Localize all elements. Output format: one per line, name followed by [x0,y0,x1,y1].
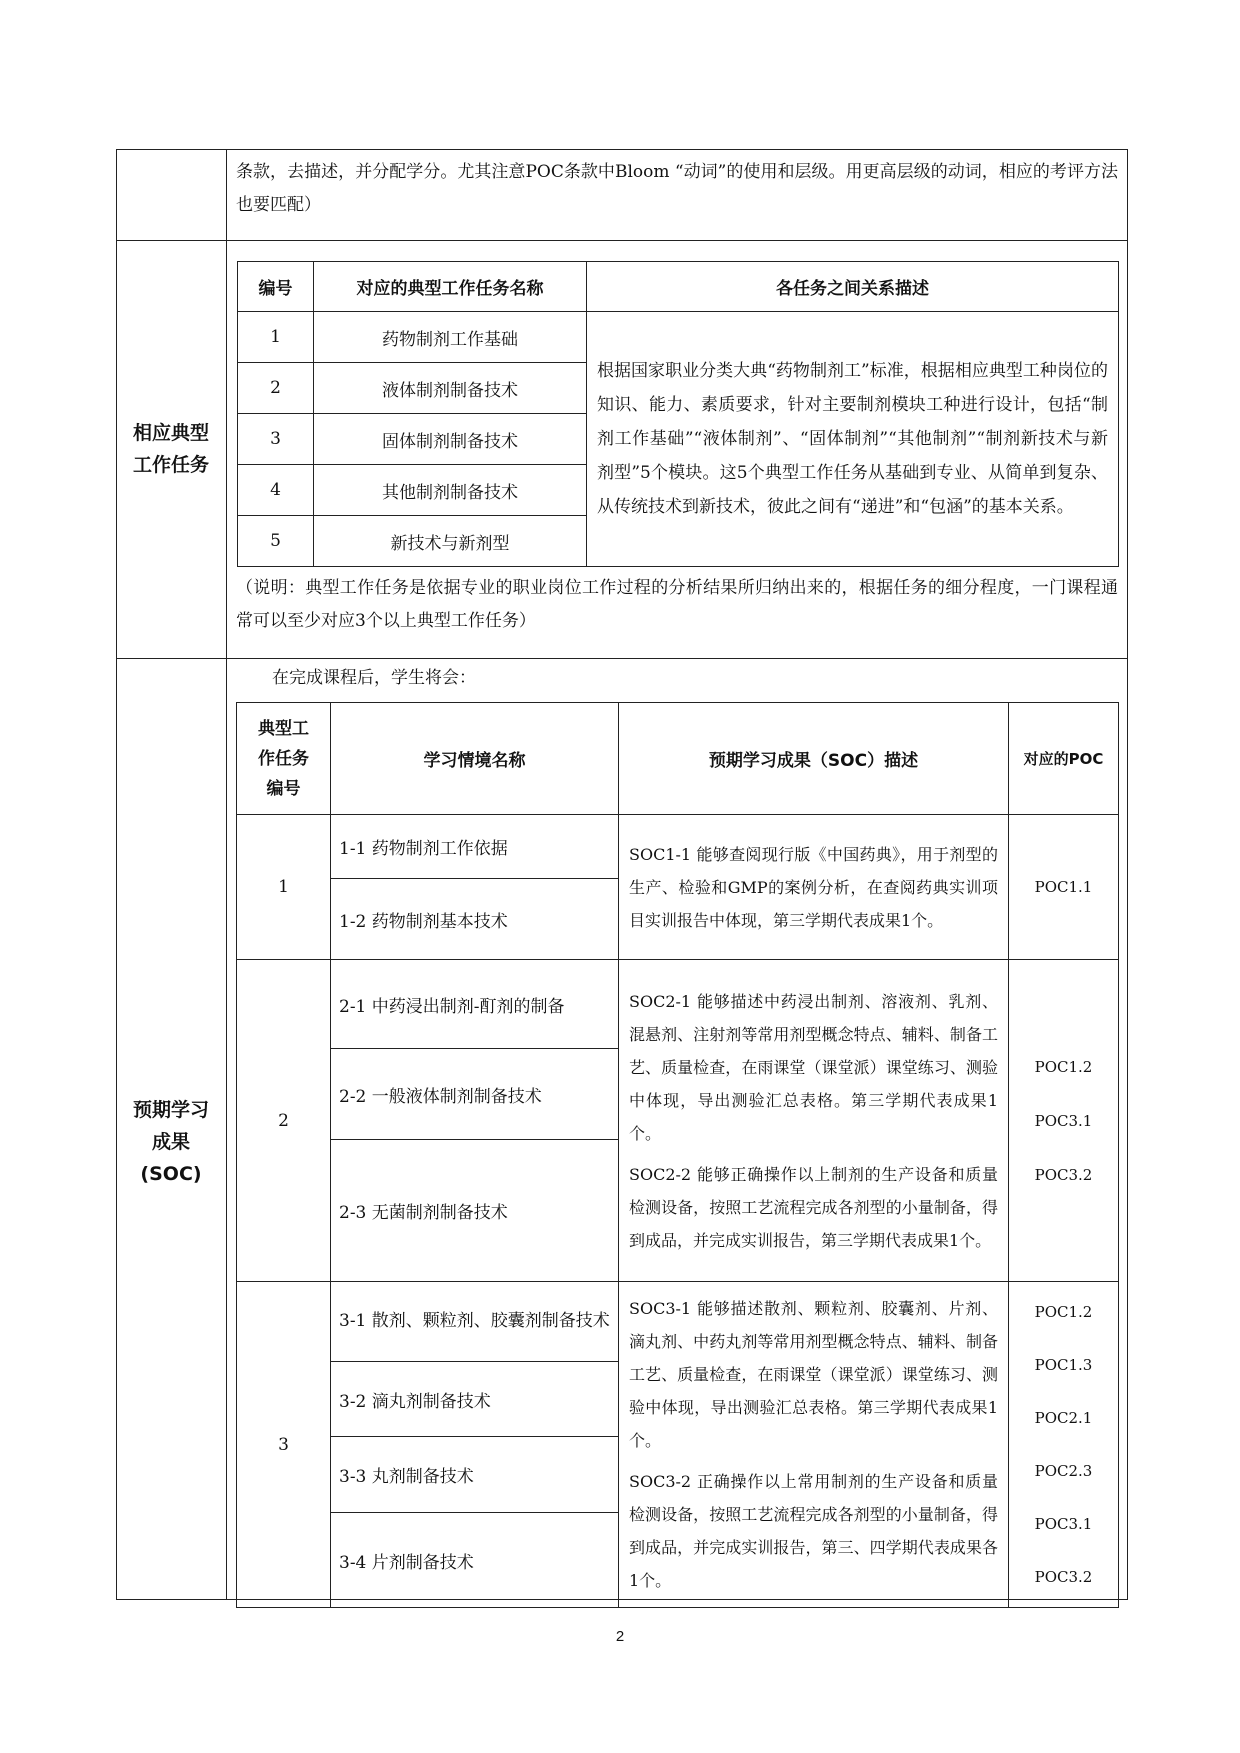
task-name: 液体制剂制备技术 [314,363,587,414]
poc-code: POC3.1 [1034,1111,1093,1130]
header-task-number-text: 典型工作任务编号 [258,718,309,799]
soc-description [619,1282,1009,1608]
scene-name: 1-1 药物制剂工作依据 [331,815,619,879]
soc-text: SOC2-1 能够描述中药浸出制剂、溶液剂、乳剂、混悬剂、注射剂等常用剂型概念特点、辅料、制备工艺、质量检查，在雨课堂（课堂派）课堂练习、测验中体现，导出测验汇总表格。第三学期代表成果1个。 [629,991,998,1143]
task-name: 其他制剂制备技术 [314,465,587,516]
poc-code: POC3.1 [1034,1514,1093,1533]
scene-name: 3-4 片剂制备技术 [331,1513,619,1608]
task-name: 药物制剂工作基础 [314,312,587,363]
scene-name: 2-2 一般液体制剂制备技术 [331,1049,619,1140]
soc-text: SOC3-1 能够描述散剂、颗粒剂、胶囊剂、片剂、滴丸剂、中药丸剂等常用剂型概念特点、辅料、制备工艺、质量检查，在雨课堂（课堂派）课堂练习、测验中体现，导出测验汇总表格。第三学期代表成果1个。 [629,1299,998,1450]
scene-name: 1-2 药物制剂基本技术 [331,879,619,960]
group-number: 2 [237,960,331,1282]
task-number: 3 [238,414,314,465]
soc-label-text: 预期学习成果(SOC) [132,1099,209,1185]
table-row [237,960,1119,1049]
poc-code: POC1.2 [1034,1302,1093,1321]
header-soc-description: 预期学习成果（SOC）描述 [619,703,1009,815]
scene-name: 3-1 散剂、颗粒剂、胶囊剂制备技术 [331,1282,619,1362]
outer-column-divider [226,149,227,1600]
task-name: 固体制剂制备技术 [314,414,587,465]
task-number: 2 [238,363,314,414]
scene-name: 3-3 丸剂制备技术 [331,1437,619,1513]
task-number: 1 [238,312,314,363]
poc-code: POC1.1 [1034,878,1093,896]
table-row [238,312,1119,363]
poc-code: POC2.1 [1034,1408,1093,1427]
row-divider-1 [116,240,1128,241]
soc-table [236,702,1119,1608]
poc-cell [1009,960,1119,1282]
soc-text: SOC2-2 能够正确操作以上制剂的生产设备和质量检测设备，按照工艺流程完成各剂型的小量制备，得到成品，并完成实训报告，第三学期代表成果1个。 [629,1164,998,1250]
soc-description [619,815,1009,960]
task-name: 新技术与新剂型 [314,516,587,567]
table-row [237,815,1119,879]
task-relation-description: 根据国家职业分类大典“药物制剂工”标准，根据相应典型工种岗位的知识、能力、素质要求，针对主要制剂模块工种进行设计，包括“制剂工作基础”“液体制剂”、“固体制剂”“其他制剂”“制剂新技术与新剂型”5个模块。这5个典型工作任务从基础到专业、从简单到复杂、从传统技术到新技术，彼此之间有“递进”和“包涵”的基本关系。 [587,312,1119,567]
table-row [237,1282,1119,1362]
task-table-header [238,262,1119,312]
row-divider-2 [116,658,1128,659]
soc-description [619,960,1009,1282]
group-number: 1 [237,815,331,960]
header-scene-name: 学习情境名称 [331,703,619,815]
soc-text: SOC1-1 能够查阅现行版《中国药典》，用于剂型的生产、检验和GMP的案例分析，在查阅药典实训项目实训报告中体现，第三学期代表成果1个。 [629,844,998,930]
scene-name: 3-2 滴丸剂制备技术 [331,1362,619,1437]
poc-cell [1009,1282,1119,1608]
poc-code: POC3.2 [1034,1567,1093,1586]
scene-name: 2-1 中药浸出制剂-酊剂的制备 [331,960,619,1049]
poc-code: POC2.3 [1034,1461,1093,1480]
header-relation: 各任务之间关系描述 [587,262,1119,312]
section-label-soc [116,1094,226,1190]
header-poc: 对应的POC [1009,703,1119,815]
soc-table-header [237,703,1119,815]
scene-name: 2-3 无菌制剂制备技术 [331,1140,619,1282]
poc-cell [1009,815,1119,960]
header-task-name: 对应的典型工作任务名称 [314,262,587,312]
poc-code: POC1.3 [1034,1355,1093,1374]
soc-text: SOC3-2 正确操作以上常用制剂的生产设备和质量检测设备，按照工艺流程完成各剂型的小量制备，得到成品，并完成实训报告，第三、四学期代表成果各1个。 [629,1472,998,1590]
header-number: 编号 [238,262,314,312]
top-continuation-text: 条款，去描述，并分配学分。尤其注意POC条款中Bloom “动词”的使用和层级。用更高层级的动词，相应的考评方法也要匹配） [236,162,1118,215]
soc-intro: 在完成课程后，学生将会： [272,668,476,688]
poc-code: POC3.2 [1034,1165,1093,1184]
poc-code: POC1.2 [1034,1057,1093,1076]
group-number: 3 [237,1282,331,1608]
task-number: 5 [238,516,314,567]
task-number: 4 [238,465,314,516]
section-label-typical-tasks [116,417,226,481]
typical-task-table [237,261,1119,567]
page-number: 2 [615,1628,625,1645]
task-note: （说明：典型工作任务是依据专业的职业岗位工作过程的分析结果所归纳出来的，根据任务的细分程度，一门课程通常可以至少对应3个以上典型工作任务） [236,578,1118,631]
typical-tasks-label-text: 相应典型工作任务 [132,422,209,476]
header-task-number [237,703,331,815]
